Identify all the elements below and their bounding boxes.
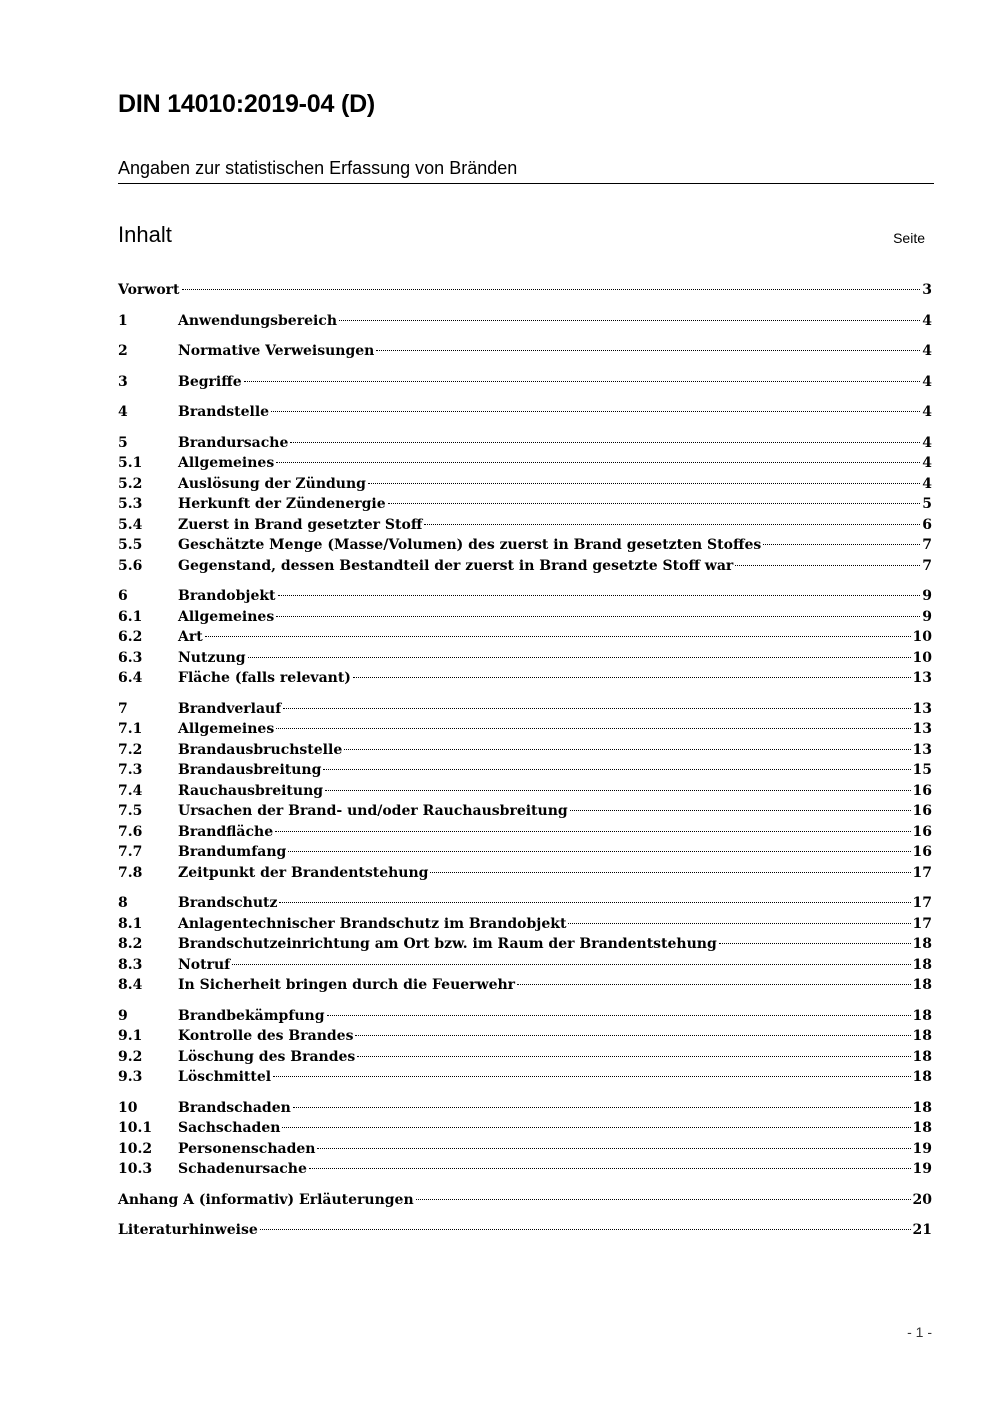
toc-entry-page: 18	[912, 936, 932, 952]
toc-entry-page: 18	[912, 956, 932, 973]
toc-leader-dots	[388, 502, 921, 504]
toc-entry[interactable]	[118, 1047, 932, 1068]
toc-entry-page: 15	[912, 762, 932, 778]
toc-leader-dots	[353, 676, 911, 678]
toc-entry[interactable]	[118, 1220, 932, 1241]
toc-entry-page: 20	[912, 1191, 932, 1208]
toc-leader-dots	[570, 809, 911, 811]
toc-entry-number: 7.8	[118, 864, 143, 881]
toc-entry-label: Brandumfang	[178, 844, 287, 860]
toc-entry[interactable]	[118, 934, 932, 955]
toc-entry-label: Zuerst in Brand gesetzter Stoff	[178, 516, 423, 533]
toc-entry-number: 2	[118, 343, 128, 359]
toc-entry-page: 3	[922, 282, 932, 298]
toc-entry-number: 9	[118, 1007, 128, 1024]
toc-leader-dots	[248, 656, 911, 658]
toc-entry[interactable]	[118, 1098, 932, 1119]
toc-entry-page: 9	[922, 608, 932, 625]
toc-entry[interactable]	[118, 586, 932, 607]
toc-entry-page: 17	[912, 864, 932, 881]
toc-entry-number: 7.7	[118, 844, 143, 860]
toc-entry[interactable]	[118, 433, 932, 454]
toc-entry-page: 5	[922, 496, 932, 512]
toc-entry-label: Zeitpunkt der Brandentstehung	[178, 864, 429, 881]
toc-entry-page: 13	[912, 741, 932, 758]
toc-entry-page: 16	[912, 803, 932, 819]
toc-entry[interactable]	[118, 1067, 932, 1088]
toc-entry-number: 5	[118, 434, 128, 451]
toc-entry[interactable]	[118, 1026, 932, 1047]
toc-entry-page: 4	[922, 475, 932, 492]
toc-entry-label: Löschmittel	[178, 1069, 272, 1085]
toc-entry-page: 10	[912, 649, 932, 666]
toc-leader-dots	[293, 1106, 911, 1108]
toc-entry-label: Herkunft der Zündenergie	[178, 496, 386, 512]
toc-leader-dots	[517, 983, 910, 985]
toc-entry-page: 18	[912, 1099, 932, 1116]
toc-leader-dots	[276, 615, 920, 617]
toc-entry-number: 8.2	[118, 936, 143, 952]
toc-entry-label: Brandausbreitung	[178, 762, 322, 778]
toc-entry[interactable]	[118, 627, 932, 648]
toc-leader-dots	[719, 942, 911, 944]
toc-entry-number: 6.4	[118, 670, 143, 686]
toc-entry-label: Brandausbruchstelle	[178, 741, 343, 758]
toc-entry-label: Vorwort	[118, 282, 180, 298]
toc-entry-page: 16	[912, 782, 932, 799]
toc-entry[interactable]	[118, 842, 932, 863]
toc-entry-number: 3	[118, 373, 128, 390]
toc-entry-page: 4	[922, 434, 932, 451]
toc-leader-dots	[325, 789, 910, 791]
toc-leader-dots	[317, 1147, 910, 1149]
toc-entry-page: 4	[922, 312, 932, 329]
toc-entry[interactable]	[118, 280, 932, 301]
toc-leader-dots	[323, 768, 910, 770]
toc-entry[interactable]	[118, 474, 932, 495]
toc-entry-page: 18	[912, 1028, 932, 1044]
toc-entry-label: Brandschutzeinrichtung am Ort bzw. im Raum der Brandentstehung	[178, 936, 717, 952]
toc-entry[interactable]	[118, 893, 932, 914]
toc-leader-dots	[339, 319, 920, 321]
toc-entry-label: Nutzung	[178, 649, 246, 666]
toc-entry-number: 4	[118, 404, 128, 420]
toc-entry-label: Löschung des Brandes	[178, 1048, 356, 1065]
toc-entry-page: 13	[912, 721, 932, 737]
toc-entry[interactable]	[118, 535, 932, 556]
toc-entry-label: Allgemeines	[178, 455, 275, 471]
toc-entry-page: 17	[912, 915, 932, 932]
toc-entry[interactable]	[118, 311, 932, 332]
toc-entry-number: 5.1	[118, 455, 143, 471]
toc-entry-label: Schadenursache	[178, 1161, 307, 1177]
toc-entry-page: 19	[912, 1140, 932, 1157]
toc-entry[interactable]	[118, 556, 932, 577]
toc-entry-label: Brandverlauf	[178, 700, 282, 717]
toc-entry[interactable]	[118, 668, 932, 689]
toc-leader-dots	[355, 1034, 910, 1036]
toc-entry-label: Sachschaden	[178, 1120, 281, 1136]
toc-entry-label: Anhang A (informativ) Erläuterungen	[118, 1191, 414, 1208]
toc-entry-label: Normative Verweisungen	[178, 343, 375, 359]
toc-entry[interactable]	[118, 719, 932, 740]
toc-leader-dots	[275, 830, 910, 832]
toc-entry-number: 6.2	[118, 629, 143, 645]
toc-entry-page: 17	[912, 895, 932, 911]
toc-entry-page: 21	[912, 1222, 932, 1238]
toc-entry[interactable]	[118, 914, 932, 935]
toc-entry-number: 7.4	[118, 782, 143, 799]
toc-entry[interactable]	[118, 863, 932, 884]
toc-entry-number: 5.4	[118, 516, 143, 533]
toc-entry[interactable]	[118, 781, 932, 802]
toc-entry[interactable]	[118, 341, 932, 362]
toc-leader-dots	[309, 1167, 911, 1169]
toc-entry-label: Art	[178, 629, 203, 645]
toc-entry-number: 10.2	[118, 1140, 153, 1157]
toc-leader-dots	[344, 748, 910, 750]
toc-entry-number: 10.3	[118, 1161, 153, 1177]
toc-entry-number: 6	[118, 588, 128, 604]
toc-leader-dots	[327, 1014, 911, 1016]
toc-entry[interactable]	[118, 1190, 932, 1211]
toc-leader-dots	[282, 1126, 910, 1128]
toc-entry-page: 16	[912, 823, 932, 840]
toc-leader-dots	[260, 1228, 911, 1230]
toc-entry-label: Brandursache	[178, 434, 289, 451]
toc-leader-dots	[232, 963, 910, 965]
toc-entry-label: Literaturhinweise	[118, 1222, 258, 1238]
toc-entry[interactable]	[118, 515, 932, 536]
toc-leader-dots	[283, 707, 910, 709]
toc-leader-dots	[271, 410, 920, 412]
toc-entry-label: Anlagentechnischer Brandschutz im Brandobjekt	[178, 915, 567, 932]
toc-entry-label: Begriffe	[178, 373, 242, 390]
toc-leader-dots	[735, 564, 920, 566]
table-of-contents	[118, 280, 932, 1241]
toc-entry[interactable]	[118, 1159, 932, 1180]
toc-entry-label: Brandfläche	[178, 823, 274, 840]
toc-leader-dots	[205, 635, 911, 637]
toc-leader-dots	[276, 461, 920, 463]
toc-entry-label: Brandschaden	[178, 1099, 291, 1116]
toc-entry[interactable]	[118, 699, 932, 720]
toc-entry-number: 7.6	[118, 823, 143, 840]
toc-entry[interactable]	[118, 402, 932, 423]
toc-entry-label: Allgemeines	[178, 721, 275, 737]
toc-entry-page: 9	[922, 588, 932, 604]
toc-entry-label: Ursachen der Brand- und/oder Rauchausbreitung	[178, 803, 568, 819]
toc-leader-dots	[416, 1198, 911, 1200]
toc-entry-page: 7	[922, 557, 932, 574]
toc-entry-label: Brandobjekt	[178, 588, 276, 604]
toc-leader-dots	[424, 523, 920, 525]
toc-entry-number: 8.1	[118, 915, 143, 932]
toc-entry-number: 7.1	[118, 721, 143, 737]
toc-entry-page: 18	[912, 977, 932, 993]
toc-entry-number: 5.3	[118, 496, 143, 512]
toc-entry-number: 7.3	[118, 762, 143, 778]
toc-entry-number: 8.3	[118, 956, 143, 973]
toc-leader-dots	[279, 901, 910, 903]
toc-entry-page: 18	[912, 1048, 932, 1065]
toc-entry-page: 16	[912, 844, 932, 860]
toc-entry[interactable]	[118, 740, 932, 761]
toc-entry-page: 18	[912, 1069, 932, 1085]
toc-entry-number: 7	[118, 700, 128, 717]
toc-leader-dots	[276, 727, 910, 729]
toc-entry-label: Rauchausbreitung	[178, 782, 324, 799]
toc-entry-label: Brandschutz	[178, 895, 278, 911]
toc-entry-page: 6	[922, 516, 932, 533]
toc-entry-number: 1	[118, 312, 128, 329]
toc-entry-number: 8.4	[118, 977, 143, 993]
toc-entry[interactable]	[118, 822, 932, 843]
toc-entry[interactable]	[118, 801, 932, 822]
toc-entry-number: 5.2	[118, 475, 143, 492]
toc-leader-dots	[376, 349, 920, 351]
toc-entry-label: Brandbekämpfung	[178, 1007, 325, 1024]
toc-entry-page: 18	[912, 1007, 932, 1024]
toc-entry[interactable]	[118, 1006, 932, 1027]
document-id: DIN 14010:2019-04 (D)	[118, 90, 376, 118]
toc-entry-page: 19	[912, 1161, 932, 1177]
toc-entry-label: In Sicherheit bringen durch die Feuerwehr	[178, 977, 516, 993]
toc-entry-label: Auslösung der Zündung	[178, 475, 366, 492]
toc-entry-label: Personenschaden	[178, 1140, 316, 1157]
title-divider	[118, 183, 934, 184]
toc-entry[interactable]	[118, 372, 932, 393]
document-subtitle: Angaben zur statistischen Erfassung von Bränden	[118, 158, 518, 178]
toc-entry[interactable]	[118, 648, 932, 669]
page-column-label: Seite	[893, 230, 925, 246]
toc-leader-dots	[368, 482, 920, 484]
toc-entry-label: Fläche (falls relevant)	[178, 670, 351, 686]
toc-entry-number: 6.3	[118, 649, 143, 666]
toc-entry-number: 5.5	[118, 537, 143, 553]
toc-entry-page: 13	[912, 670, 932, 686]
toc-entry-label: Allgemeines	[178, 608, 275, 625]
toc-entry-page: 4	[922, 343, 932, 359]
toc-entry-page: 18	[912, 1120, 932, 1136]
toc-entry-number: 10.1	[118, 1120, 153, 1136]
toc-leader-dots	[182, 288, 921, 290]
toc-entry-number: 9.2	[118, 1048, 143, 1065]
toc-entry-number: 9.1	[118, 1028, 143, 1044]
toc-entry-page: 7	[922, 537, 932, 553]
toc-leader-dots	[568, 922, 910, 924]
toc-entry-label: Gegenstand, dessen Bestandteil der zuerst in Brand gesetzte Stoff war	[178, 557, 734, 574]
toc-leader-dots	[244, 380, 921, 382]
toc-entry-number: 6.1	[118, 608, 143, 625]
toc-entry[interactable]	[118, 955, 932, 976]
toc-entry-number: 5.6	[118, 557, 143, 574]
toc-entry-number: 7.5	[118, 803, 143, 819]
toc-entry[interactable]	[118, 453, 932, 474]
toc-leader-dots	[278, 594, 921, 596]
toc-entry-page: 13	[912, 700, 932, 717]
toc-entry[interactable]	[118, 1139, 932, 1160]
toc-entry[interactable]	[118, 494, 932, 515]
toc-entry[interactable]	[118, 607, 932, 628]
toc-entry-number: 8	[118, 895, 128, 911]
toc-entry-number: 10	[118, 1099, 138, 1116]
toc-leader-dots	[288, 850, 910, 852]
toc-heading: Inhalt	[118, 222, 172, 247]
toc-leader-dots	[430, 871, 910, 873]
toc-leader-dots	[357, 1055, 910, 1057]
toc-entry-number: 9.3	[118, 1069, 143, 1085]
toc-entry-label: Kontrolle des Brandes	[178, 1028, 354, 1044]
page-number-footer: - 1 -	[907, 1324, 932, 1340]
toc-entry-page: 10	[912, 629, 932, 645]
toc-entry-label: Anwendungsbereich	[178, 312, 337, 329]
toc-entry[interactable]	[118, 760, 932, 781]
toc-entry-page: 4	[922, 404, 932, 420]
toc-leader-dots	[763, 543, 920, 545]
toc-entry-page: 4	[922, 455, 932, 471]
toc-entry-label: Geschätzte Menge (Masse/Volumen) des zuerst in Brand gesetzten Stoffes	[178, 537, 762, 553]
toc-leader-dots	[273, 1075, 910, 1077]
toc-entry-number: 7.2	[118, 741, 143, 758]
toc-entry-label: Brandstelle	[178, 404, 270, 420]
toc-leader-dots	[290, 441, 920, 443]
toc-entry[interactable]	[118, 1118, 932, 1139]
toc-entry-page: 4	[922, 373, 932, 390]
toc-entry-label: Notruf	[178, 956, 231, 973]
toc-entry[interactable]	[118, 975, 932, 996]
